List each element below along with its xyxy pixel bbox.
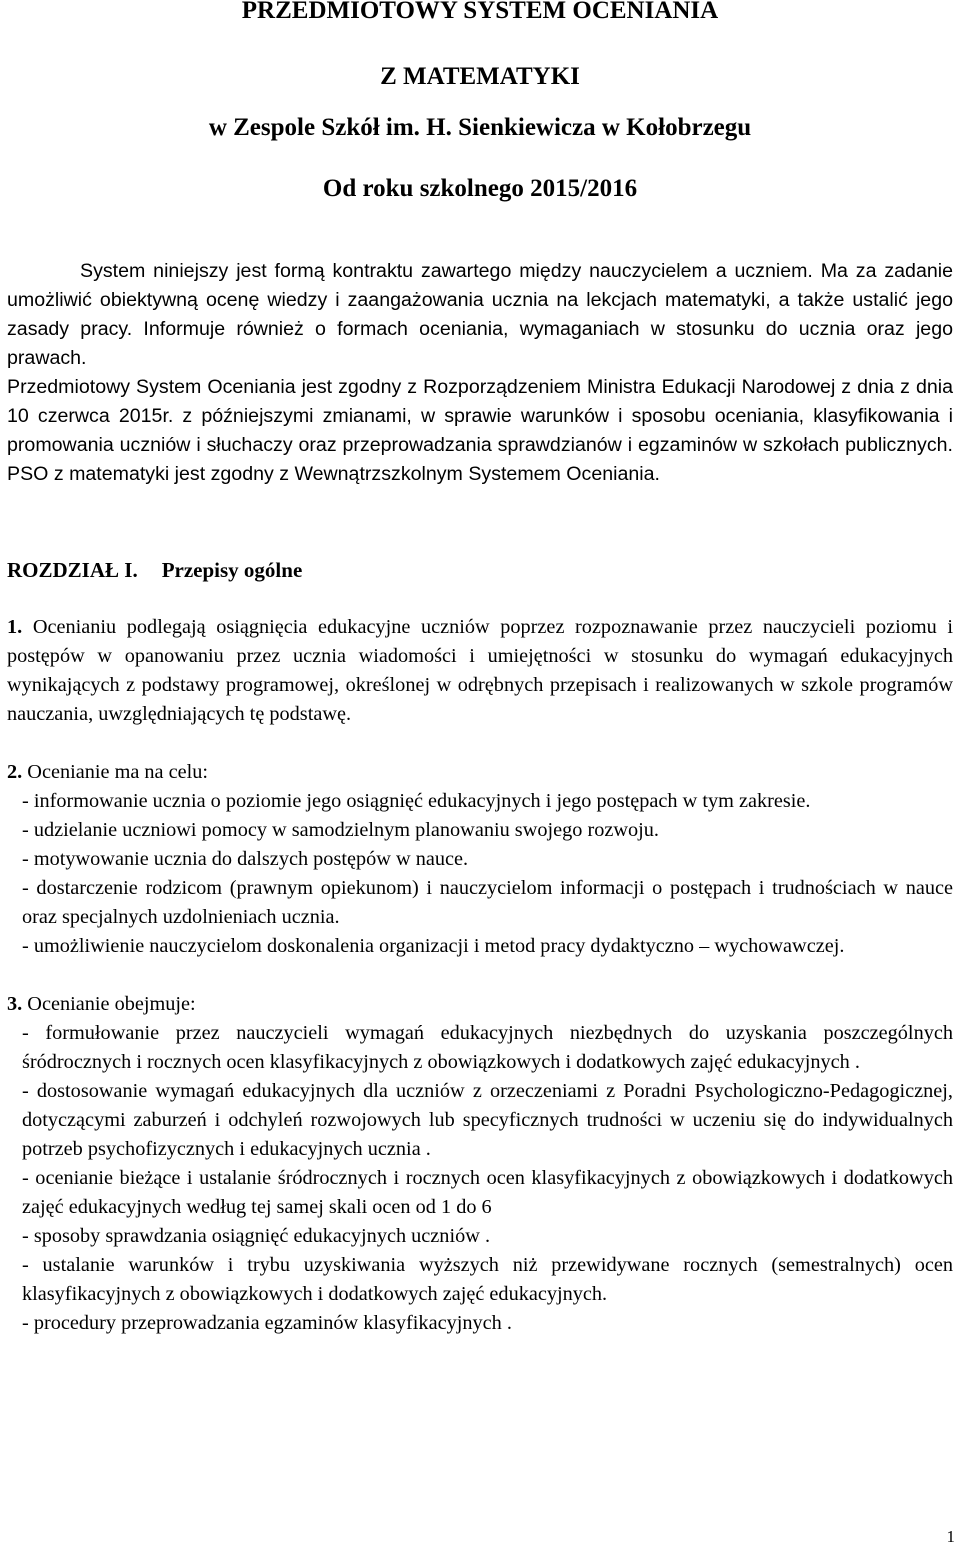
- list-item: - dostosowanie wymagań edukacyjnych dla uczniów z orzeczeniami z Poradni Psychologiczno-Pedagogicznej, dotyczącymi zaburzeń i odchyleń rozwojowych lub specyficznych trudności w uczeniu się do indywidualnych potrzeb psychofizycznych i edukacyjnych ucznia .: [22, 1080, 953, 1160]
- page-number: 1: [946, 1527, 955, 1546]
- list-item: - motywowanie ucznia do dalszych postępów w nauce.: [22, 848, 469, 870]
- section-lead: Ocenianie obejmuje:: [27, 993, 196, 1015]
- list-item: - procedury przeprowadzania egzaminów klasyfikacyjnych .: [22, 1312, 512, 1334]
- document-subtitle: Z MATEMATYKI: [380, 63, 580, 90]
- section-text: Ocenianiu podlegają osiągnięcia edukacyjne uczniów poprzez rozpoznawanie przez nauczycieli poziomu i postępów w opanowaniu przez ucznia wiadomości i umiejętności w stosunku do wymagań edukacyjnych wynikających z podstawy programowej, określonej w odrębnych przepisach i realizowanych w szkole programów nauczania, uwzględniających tę podstawę.: [7, 616, 954, 725]
- intro-text: [7, 257, 953, 489]
- section-1: [7, 613, 953, 729]
- section-2-lead: [7, 758, 953, 787]
- list-item: - formułowanie przez nauczycieli wymagań edukacyjnych niezbędnych do uzyskania poszczególnych śródrocznych i rocznych ocen klasyfikacyjnych z obowiązkowych i dodatkowych zajęć edukacyjnych .: [22, 1022, 953, 1073]
- intro-paragraph-contract: System niniejszy jest formą kontraktu zawartego między nauczycielem a uczniem. Ma za zadanie umożliwić obiektywną ocenę wiedzy i zaangażowania ucznia na lekcjach matematyki, a także ustalić jego zasady pracy. Informuje również o formach oceniania, wymaganiach w stosunku do ucznia oraz jego prawach.: [7, 260, 953, 369]
- document-title: PRZEDMIOTOWY SYSTEM OCENIANIA: [241, 0, 719, 24]
- list-item: - ocenianie bieżące i ustalanie śródrocznych i rocznych ocen klasyfikacyjnych z obowiązkowych i dodatkowych zajęć edukacyjnych według tej samej skali ocen od 1 do 6: [22, 1167, 953, 1218]
- school-name: w Zespole Szkół im. H. Sienkiewicza w Kołobrzegu: [208, 114, 752, 141]
- list-item: - sposoby sprawdzania osiągnięć edukacyjnych uczniów .: [22, 1225, 491, 1247]
- section-number: 3.: [7, 993, 23, 1015]
- intro-paragraph-regulation: Przedmiotowy System Oceniania jest zgodny z Rozporządzeniem Ministra Edukacji Narodowej z dnia z dnia 10 czerwca 2015r. z późniejszymi zmianami, w sprawie warunków i sposobu oceniania, klasyfikowania i promowania uczniów i słuchaczy oraz przeprowadzania sprawdzianów i egzaminów w szkołach publicznych. PSO z matematyki jest zgodny z Wewnątrzszkolnym Systemem Oceniania.: [7, 376, 953, 485]
- school-year: Od roku szkolnego 2015/2016: [322, 175, 638, 202]
- section-number: 1.: [7, 616, 23, 638]
- list-item: - informowanie ucznia o poziomie jego osiągnięć edukacyjnych i jego postępach w tym zakresie.: [22, 790, 811, 812]
- list-item: - umożliwienie nauczycielom doskonalenia organizacji i metod pracy dydaktyczno – wychowawczej.: [22, 935, 845, 957]
- section-number: 2.: [7, 761, 23, 783]
- chapter-label: ROZDZIAŁ I.: [7, 558, 138, 582]
- list-item: - udzielanie uczniowi pomocy w samodzielnym planowaniu swojego rozwoju.: [22, 819, 660, 841]
- list-item: - ustalanie warunków i trybu uzyskiwania wyższych niż przewidywane rocznych (semestralnych) ocen klasyfikacyjnych z obowiązkowych i dodatkowych zajęć edukacyjnych.: [22, 1254, 953, 1305]
- chapter-heading: [7, 555, 302, 585]
- document-body: [7, 613, 953, 1338]
- list-item: - dostarczenie rodzicom (prawnym opiekunom) i nauczycielom informacji o postępach i trudnościach w nauce oraz specjalnych uzdolnieniach ucznia.: [22, 877, 953, 928]
- section-3-lead: [7, 990, 953, 1019]
- chapter-title: Przepisy ogólne: [161, 558, 303, 582]
- section-lead: Ocenianie ma na celu:: [27, 761, 209, 783]
